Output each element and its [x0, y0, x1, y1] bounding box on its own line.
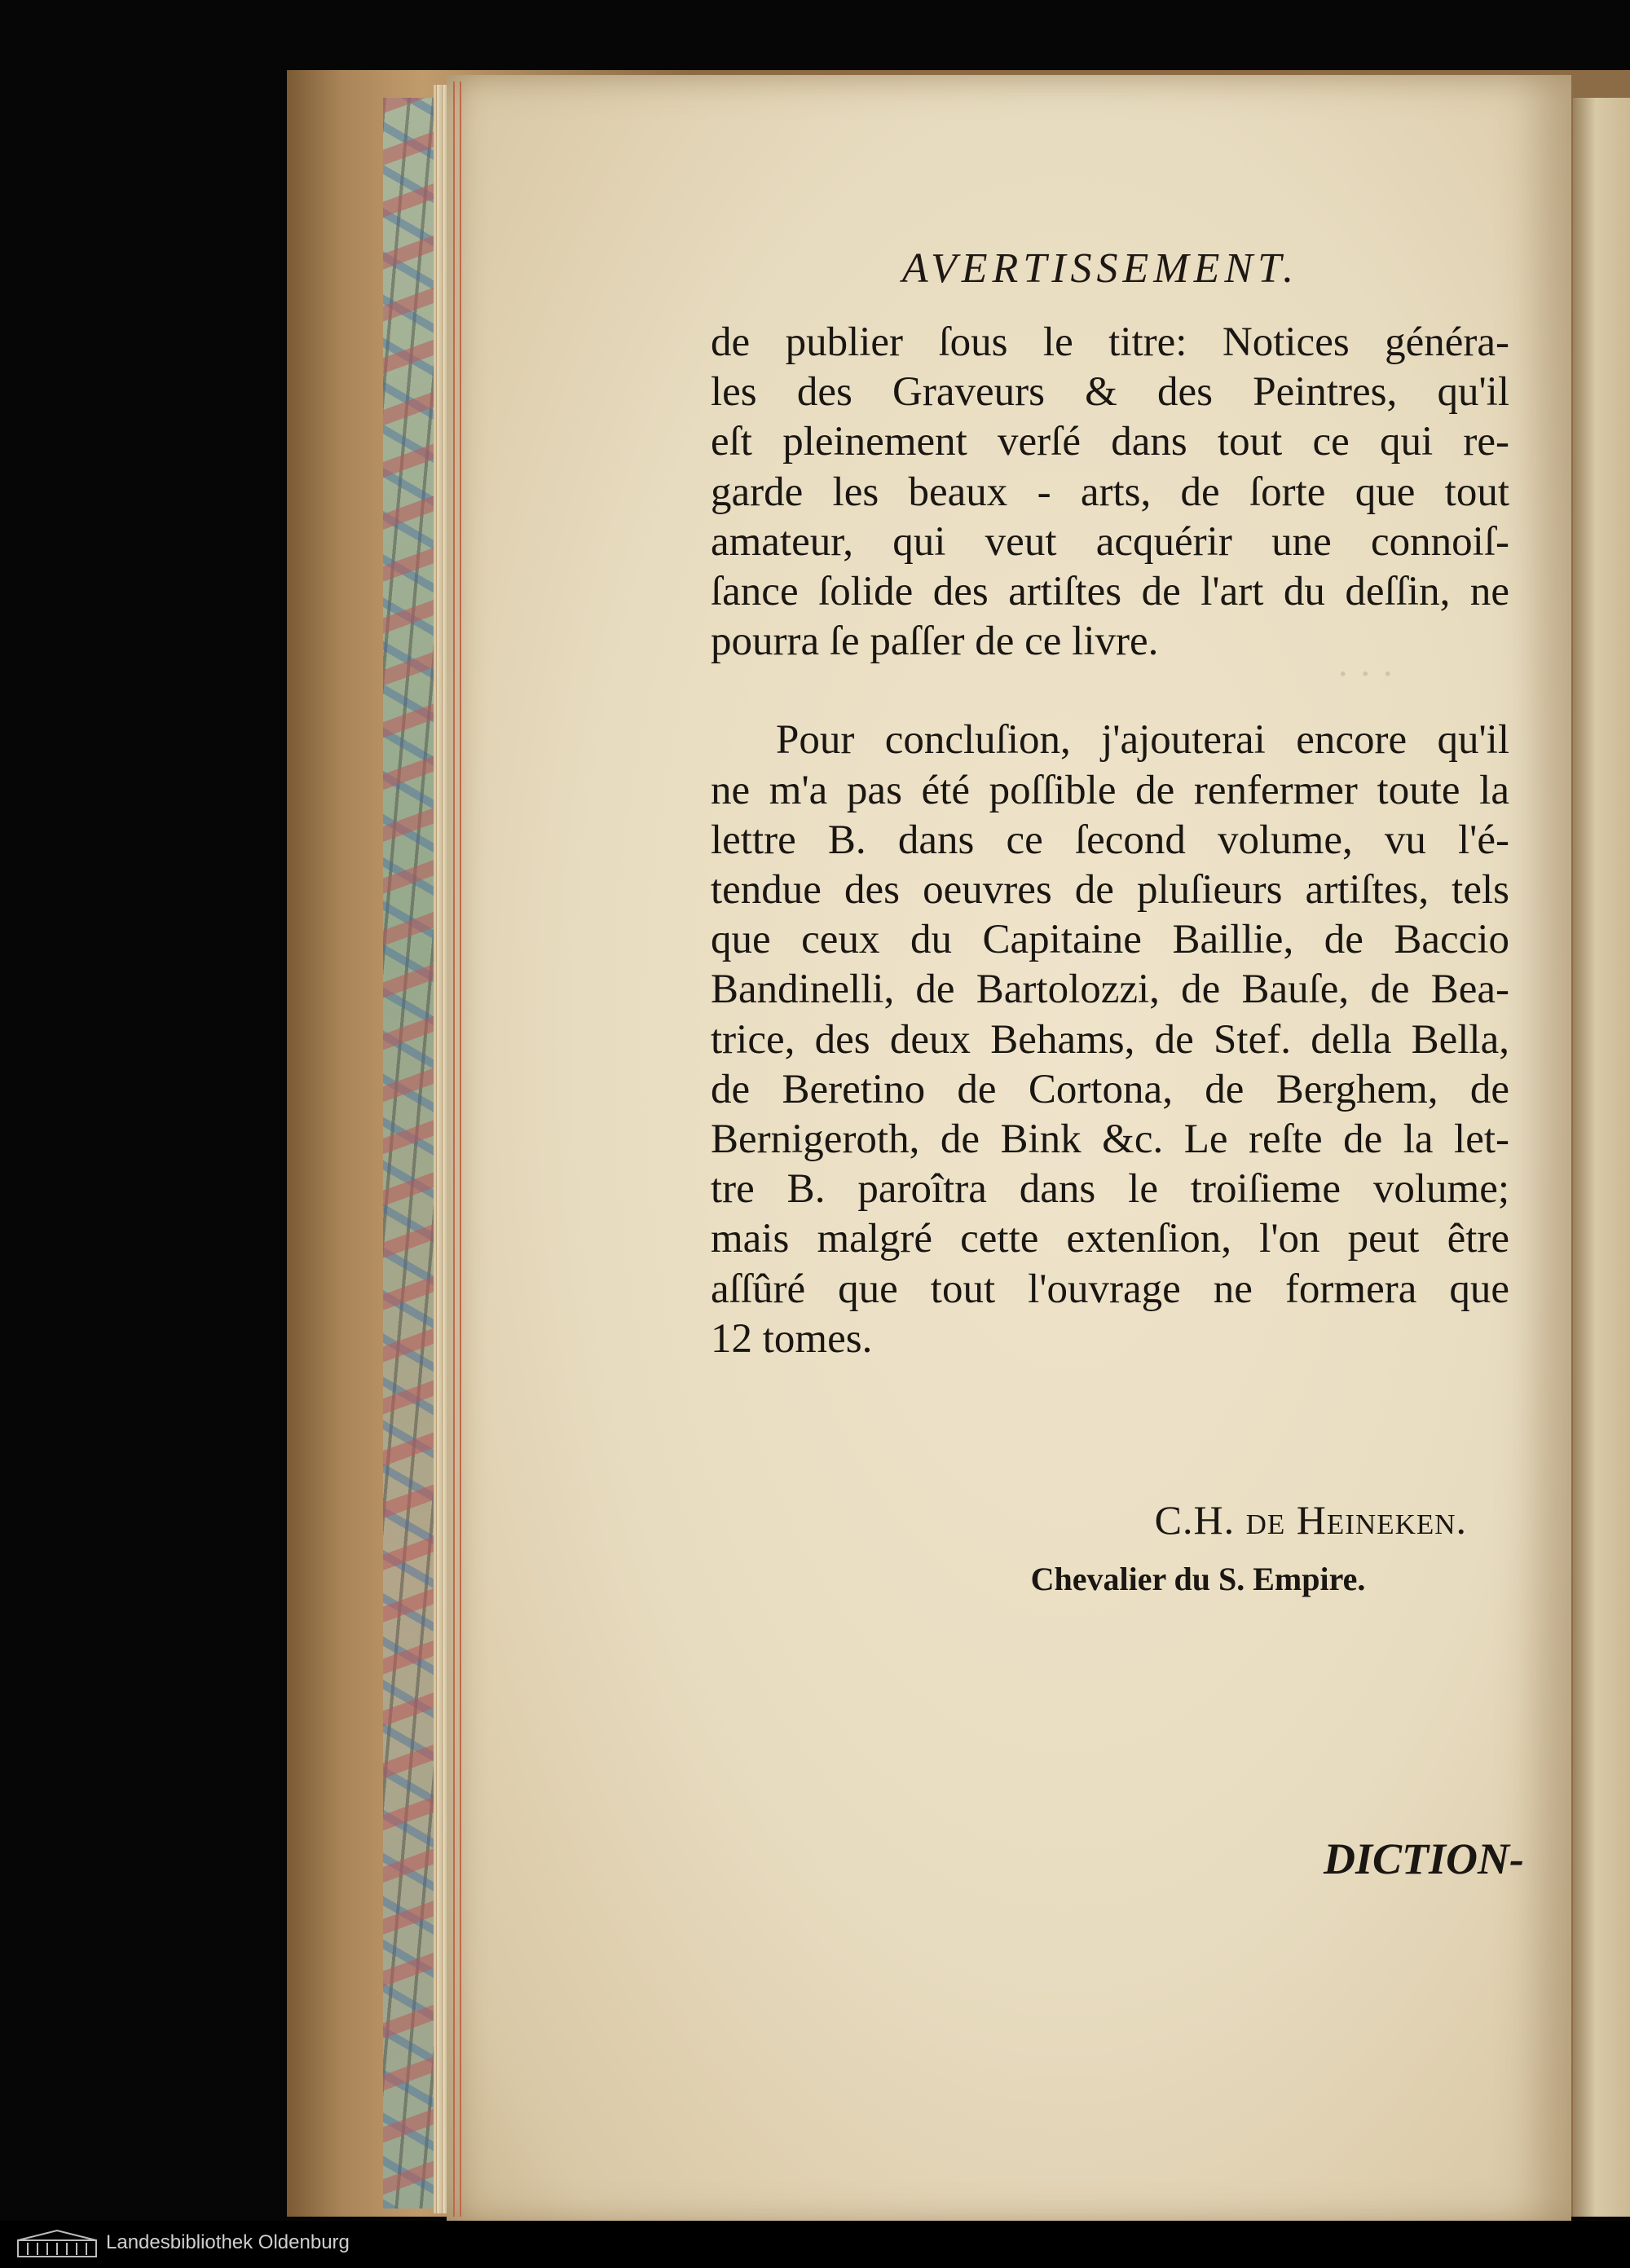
text-line: 12 tomes. — [711, 1315, 873, 1362]
text-line: tendue des oeuvres de pluſieurs artiſtes, tels — [711, 867, 1509, 914]
text-line: garde les beaux - arts, de ſorte que tout — [711, 469, 1509, 515]
text-line: de publier ſous le titre: Notices généra- — [711, 319, 1509, 365]
text-line: que ceux du Capitaine Baillie, de Baccio — [711, 917, 1509, 963]
paragraph-1 — [711, 318, 1509, 667]
show-through: · · · — [1337, 653, 1394, 695]
text-line: amateur, qui veut acquérir une connoiſ- — [711, 518, 1509, 565]
signature-title: Chevalier du S. Empire. — [1030, 1561, 1366, 1597]
text-line: eſt pleinement verſé dans tout ce qui re- — [711, 419, 1509, 465]
library-building-icon — [16, 2229, 98, 2258]
text-line: ſance ſolide des artiſtes de l'art du deſſin, ne — [711, 569, 1509, 615]
text-line: Pour concluſion, j'ajouterai encore qu'il — [776, 717, 1509, 764]
catchword: DICTION- — [1323, 1834, 1524, 1883]
page-margin-rule — [453, 81, 461, 2217]
text-line: de Beretino de Cortona, de Berghem, de — [711, 1066, 1509, 1112]
text-line: aſſûré que tout l'ouvrage ne formera que — [711, 1266, 1509, 1312]
text-line: Bernigeroth, de Bink &c. Le reſte de la let- — [711, 1116, 1509, 1163]
facing-page-edge — [1573, 98, 1630, 2217]
signature-name: C.H. de Heineken. — [1154, 1497, 1467, 1543]
marbled-endpaper — [383, 98, 438, 2209]
paragraph-2 — [711, 716, 1509, 1364]
text-line: Bandinelli, de Bartolozzi, de Bauſe, de Bea- — [711, 967, 1509, 1013]
text-line: lettre B. dans ce ſecond volume, vu l'é- — [711, 817, 1509, 863]
text-line: les des Graveurs & des Peintres, qu'il — [711, 369, 1509, 416]
running-head: AVERTISSEMENT. — [901, 245, 1299, 292]
text-line: tre B. paroîtra dans le troiſieme volume; — [711, 1166, 1509, 1213]
paragraph-gap — [711, 667, 1509, 716]
text-line: pourra ſe paſſer de ce livre. — [711, 619, 1159, 665]
text-line: ne m'a pas été poſſible de renfermer toute la — [711, 767, 1509, 813]
text-line: mais malgré cette extenſion, l'on peut être — [711, 1216, 1509, 1262]
text-line: trice, des deux Behams, de Stef. della Bella, — [711, 1016, 1509, 1063]
signature — [978, 1496, 1467, 1544]
body-text — [711, 318, 1509, 1364]
library-name[interactable]: Landesbibliothek Oldenburg — [106, 2231, 350, 2253]
